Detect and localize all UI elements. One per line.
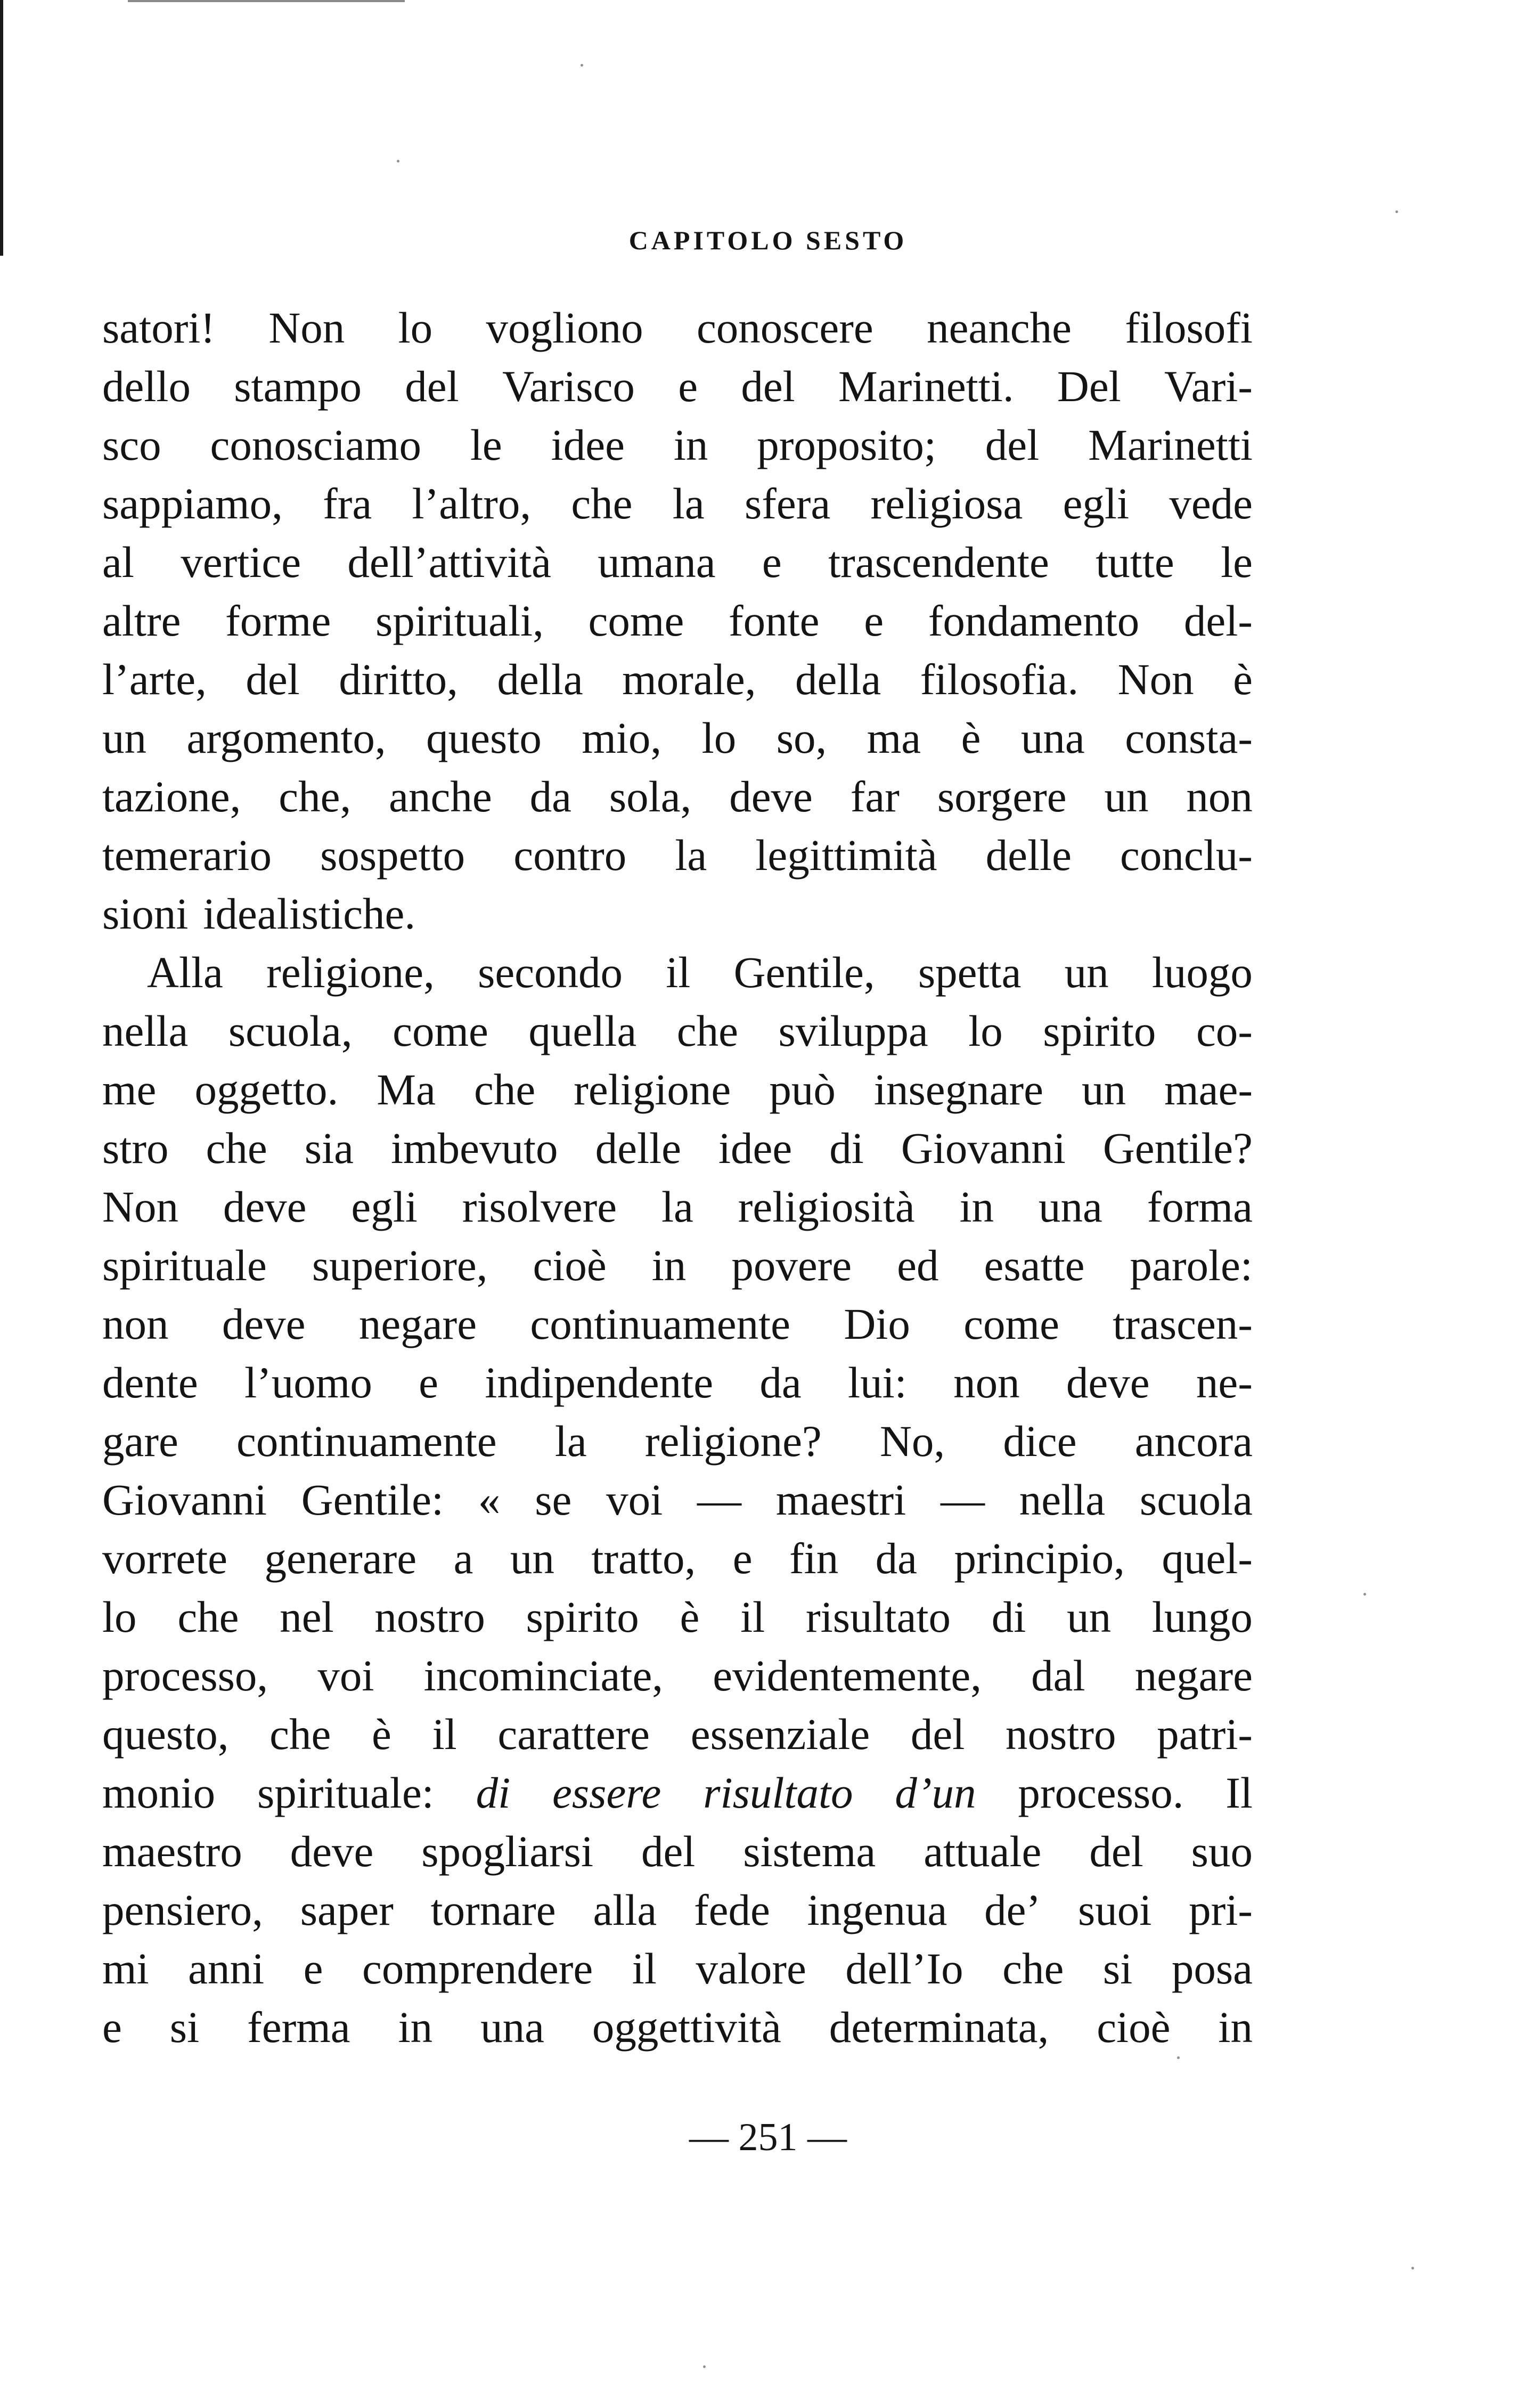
word: Giovanni bbox=[102, 1475, 267, 1524]
word: una bbox=[1039, 1182, 1102, 1231]
word: co- bbox=[1196, 1006, 1253, 1055]
word: l’arte, bbox=[102, 655, 207, 704]
word: tazione, bbox=[102, 772, 241, 821]
word: Marinetti bbox=[1088, 420, 1253, 469]
word: forme bbox=[225, 596, 331, 645]
word: che bbox=[474, 1065, 536, 1114]
word: spirituali, bbox=[375, 596, 544, 645]
scan-speck bbox=[1411, 2267, 1414, 2269]
word: la bbox=[672, 479, 705, 528]
text-line bbox=[102, 1939, 1253, 1998]
word: Non bbox=[1117, 655, 1194, 704]
word: proposito; bbox=[757, 420, 936, 469]
word: Vari- bbox=[1164, 362, 1253, 411]
word: che bbox=[571, 479, 633, 528]
word: voi bbox=[606, 1475, 663, 1524]
word: ne- bbox=[1196, 1358, 1253, 1407]
word: anche bbox=[389, 772, 492, 821]
word: mio, bbox=[582, 713, 662, 762]
word: continuamente bbox=[236, 1417, 497, 1466]
word: spirito bbox=[1043, 1006, 1156, 1055]
word: non bbox=[102, 1299, 169, 1348]
word: luogo bbox=[1151, 948, 1253, 997]
word: lo bbox=[102, 1592, 137, 1641]
text-line bbox=[102, 1353, 1253, 1412]
word: e bbox=[762, 538, 782, 587]
text-line bbox=[102, 884, 1253, 943]
word: del bbox=[910, 1710, 965, 1759]
word: religiosità bbox=[738, 1182, 915, 1231]
text-line bbox=[102, 1470, 1253, 1529]
word: attuale bbox=[924, 1827, 1042, 1876]
word: dal bbox=[1031, 1651, 1085, 1700]
word: spirituale: bbox=[257, 1768, 434, 1817]
word: come bbox=[963, 1299, 1059, 1348]
word: da bbox=[875, 1534, 917, 1583]
word: in bbox=[398, 2003, 433, 2052]
word: e bbox=[419, 1358, 439, 1407]
word: gare bbox=[102, 1417, 178, 1466]
scan-speck bbox=[1177, 2056, 1180, 2059]
word: nel bbox=[280, 1592, 334, 1641]
word: suoi bbox=[1077, 1885, 1152, 1934]
word: argomento, bbox=[186, 713, 386, 762]
word: del bbox=[985, 420, 1040, 469]
word: contro bbox=[513, 831, 627, 880]
word: tratto, bbox=[591, 1534, 696, 1583]
word: determinata, bbox=[829, 2003, 1049, 2052]
word: negare bbox=[358, 1299, 477, 1348]
word: secondo bbox=[478, 948, 623, 997]
word: Non bbox=[102, 1182, 178, 1231]
word: nostro bbox=[374, 1592, 485, 1641]
word: si bbox=[1102, 1944, 1133, 1993]
word: vede bbox=[1169, 479, 1253, 528]
word: altre bbox=[102, 596, 181, 645]
word: religione? bbox=[644, 1417, 822, 1466]
word: — bbox=[940, 1475, 985, 1524]
word: carattere bbox=[497, 1710, 650, 1759]
word: questo bbox=[426, 713, 542, 762]
scan-top-edge bbox=[128, 0, 405, 2]
word: Alla bbox=[147, 948, 223, 997]
scan-speck bbox=[581, 64, 583, 67]
word: fede bbox=[694, 1885, 770, 1934]
text-line bbox=[102, 1646, 1253, 1705]
word: come bbox=[393, 1006, 488, 1055]
scan-speck bbox=[703, 2365, 706, 2368]
word: è bbox=[1233, 655, 1253, 704]
word: suo bbox=[1191, 1827, 1253, 1876]
word: filosofia. bbox=[920, 655, 1079, 704]
word: la bbox=[661, 1182, 693, 1231]
word: quel- bbox=[1162, 1534, 1253, 1583]
word: processo, bbox=[102, 1651, 268, 1700]
word: continuamente bbox=[530, 1299, 790, 1348]
word: sistema bbox=[743, 1827, 876, 1876]
word: comprendere bbox=[362, 1944, 593, 1993]
word: fra bbox=[323, 479, 372, 528]
word: sola, bbox=[609, 772, 692, 821]
word: un bbox=[510, 1534, 554, 1583]
word: non bbox=[953, 1358, 1020, 1407]
word: monio bbox=[102, 1768, 216, 1817]
word: religione, bbox=[266, 948, 435, 997]
word: Dio bbox=[844, 1299, 910, 1348]
word: oggetto. bbox=[194, 1065, 339, 1114]
word: a bbox=[453, 1534, 473, 1583]
word: lui: bbox=[848, 1358, 907, 1407]
word: forma bbox=[1147, 1182, 1253, 1231]
word: so, bbox=[776, 713, 827, 762]
word: legittimità bbox=[755, 831, 937, 880]
word: Il bbox=[1225, 1768, 1253, 1817]
word: e bbox=[732, 1534, 753, 1583]
word: sia bbox=[304, 1124, 354, 1173]
text-line bbox=[102, 826, 1253, 884]
word: me bbox=[102, 1065, 157, 1114]
word: un bbox=[102, 713, 146, 762]
word: al bbox=[102, 538, 134, 587]
word: dente bbox=[102, 1358, 198, 1407]
word: una bbox=[1020, 713, 1085, 762]
word: dell’Io bbox=[845, 1944, 963, 1993]
word: tutte bbox=[1096, 538, 1174, 587]
word: non bbox=[1186, 772, 1253, 821]
text-line bbox=[102, 1998, 1253, 2056]
word: le bbox=[470, 420, 502, 469]
word: il bbox=[432, 1710, 457, 1759]
word: nella bbox=[102, 1006, 189, 1055]
word: sviluppa bbox=[778, 1006, 928, 1055]
word: sfera bbox=[744, 479, 831, 528]
word: egli bbox=[351, 1182, 418, 1231]
word: è bbox=[372, 1710, 391, 1759]
text-line bbox=[102, 416, 1253, 474]
word: spirituale bbox=[102, 1241, 267, 1290]
word: di bbox=[991, 1592, 1026, 1641]
word: un bbox=[1067, 1592, 1112, 1641]
word: che bbox=[269, 1710, 331, 1759]
word: oggettività bbox=[592, 2003, 781, 2052]
word: ingenua bbox=[807, 1885, 947, 1934]
word: negare bbox=[1134, 1651, 1253, 1700]
word: può bbox=[769, 1065, 836, 1114]
word: del bbox=[405, 362, 459, 411]
text-line bbox=[102, 1002, 1253, 1060]
word: quella bbox=[528, 1006, 637, 1055]
word: principio, bbox=[954, 1534, 1125, 1583]
word: nella bbox=[1019, 1475, 1106, 1524]
word: cioè bbox=[1097, 2003, 1171, 2052]
word: neanche bbox=[927, 303, 1072, 352]
scan-left-edge bbox=[0, 0, 5, 256]
word: in bbox=[673, 420, 708, 469]
word: questo, bbox=[102, 1710, 229, 1759]
word: esatte bbox=[984, 1241, 1085, 1290]
word: mi bbox=[102, 1944, 149, 1993]
word: deve bbox=[223, 1182, 307, 1231]
text-line bbox=[102, 1119, 1253, 1177]
text-line bbox=[102, 1060, 1253, 1119]
word: un bbox=[1082, 1065, 1126, 1114]
running-head: CAPITOLO SESTO bbox=[628, 225, 908, 255]
word: insegnare bbox=[873, 1065, 1043, 1114]
word: anni bbox=[188, 1944, 265, 1993]
word: « bbox=[478, 1475, 501, 1524]
word: lo bbox=[701, 713, 737, 762]
word: No, bbox=[879, 1417, 945, 1466]
word: di bbox=[476, 1768, 511, 1817]
word: nostro bbox=[1005, 1710, 1116, 1759]
text-line bbox=[102, 474, 1253, 533]
text-line bbox=[102, 709, 1253, 767]
scan-speck bbox=[1395, 210, 1398, 213]
word: Non bbox=[268, 303, 345, 352]
word: stro bbox=[102, 1124, 169, 1173]
word: essenziale bbox=[690, 1710, 870, 1759]
word: fondamento bbox=[928, 596, 1140, 645]
word: il bbox=[740, 1592, 765, 1641]
body-text bbox=[102, 298, 1253, 2056]
word: temerario bbox=[102, 831, 272, 880]
text-line bbox=[102, 1177, 1253, 1236]
word: che bbox=[206, 1124, 267, 1173]
word: delle bbox=[595, 1124, 681, 1173]
word: del bbox=[641, 1827, 696, 1876]
word: diritto, bbox=[339, 655, 458, 704]
word: voi bbox=[317, 1651, 374, 1700]
word: Varisco bbox=[502, 362, 635, 411]
word: scuola, bbox=[228, 1006, 353, 1055]
word: che bbox=[177, 1592, 239, 1641]
word: ancora bbox=[1134, 1417, 1253, 1466]
text-line bbox=[102, 943, 1253, 1002]
scan-speck bbox=[397, 160, 399, 162]
word: patri- bbox=[1157, 1710, 1253, 1759]
word: è bbox=[961, 713, 981, 762]
word: deve bbox=[222, 1299, 306, 1348]
word: sioni bbox=[102, 889, 189, 938]
word: evidentemente, bbox=[713, 1651, 982, 1700]
word: Marinetti. bbox=[838, 362, 1014, 411]
text-line bbox=[102, 1412, 1253, 1470]
word: tornare bbox=[430, 1885, 556, 1934]
word: essere bbox=[552, 1768, 661, 1817]
word: maestro bbox=[102, 1827, 242, 1876]
word: trascendente bbox=[828, 538, 1049, 587]
word: consta- bbox=[1125, 713, 1253, 762]
text-line bbox=[102, 767, 1253, 826]
word: generare bbox=[264, 1534, 417, 1583]
word: e bbox=[303, 1944, 323, 1993]
word: vertice bbox=[181, 538, 301, 587]
word: incominciate, bbox=[423, 1651, 664, 1700]
word: spogliarsi bbox=[421, 1827, 594, 1876]
word: da bbox=[529, 772, 571, 821]
word: della bbox=[795, 655, 881, 704]
word: che bbox=[676, 1006, 738, 1055]
word: pensiero, bbox=[102, 1885, 263, 1934]
word: Ma bbox=[377, 1065, 436, 1114]
word: spirito bbox=[526, 1592, 639, 1641]
text-line bbox=[102, 591, 1253, 650]
word: posa bbox=[1171, 1944, 1253, 1993]
word: risultato bbox=[806, 1592, 951, 1641]
word: conoscere bbox=[696, 303, 873, 352]
word: dello bbox=[102, 362, 191, 411]
word: le bbox=[1221, 538, 1253, 587]
word: ed bbox=[897, 1241, 939, 1290]
word: vogliono bbox=[486, 303, 643, 352]
word: stampo bbox=[234, 362, 362, 411]
word: imbevuto bbox=[391, 1124, 558, 1173]
word: dice bbox=[1003, 1417, 1077, 1466]
text-line bbox=[102, 357, 1253, 416]
word: vorrete bbox=[102, 1534, 228, 1583]
word: del bbox=[246, 655, 300, 704]
word: egli bbox=[1063, 479, 1130, 528]
word: Gentile, bbox=[733, 948, 875, 997]
word: indipendente bbox=[485, 1358, 714, 1407]
word: sospetto bbox=[320, 831, 465, 880]
word: idee bbox=[718, 1124, 792, 1173]
word: Gentile? bbox=[1102, 1124, 1253, 1173]
word: deve bbox=[729, 772, 813, 821]
word: in bbox=[651, 1241, 687, 1290]
word: — bbox=[697, 1475, 742, 1524]
word: lo bbox=[968, 1006, 1003, 1055]
word: risultato bbox=[703, 1768, 853, 1817]
word: Gentile: bbox=[301, 1475, 444, 1524]
word: del bbox=[741, 362, 795, 411]
word: lungo bbox=[1151, 1592, 1253, 1641]
text-line bbox=[102, 1236, 1253, 1295]
word: che bbox=[1002, 1944, 1064, 1993]
text-line bbox=[102, 1529, 1253, 1588]
word: sco bbox=[102, 420, 161, 469]
text-line bbox=[102, 1763, 1253, 1822]
word: pri- bbox=[1189, 1885, 1253, 1934]
word: religione bbox=[574, 1065, 731, 1114]
scan-speck bbox=[1363, 1593, 1366, 1596]
word: spetta bbox=[918, 948, 1022, 997]
word: filosofi bbox=[1125, 303, 1253, 352]
word: che, bbox=[279, 772, 352, 821]
text-line bbox=[102, 1295, 1253, 1353]
word: di bbox=[829, 1124, 864, 1173]
word: del- bbox=[1183, 596, 1253, 645]
word: una bbox=[480, 2003, 544, 2052]
word: alla bbox=[593, 1885, 657, 1934]
word: morale, bbox=[622, 655, 756, 704]
word: lo bbox=[398, 303, 433, 352]
word: idealistiche. bbox=[203, 889, 416, 938]
text-line bbox=[102, 1881, 1253, 1939]
text-line bbox=[102, 1588, 1253, 1646]
word: e bbox=[864, 596, 884, 645]
word: saper bbox=[300, 1885, 394, 1934]
text-line bbox=[102, 650, 1253, 709]
word: sappiamo, bbox=[102, 479, 283, 528]
word: parole: bbox=[1130, 1241, 1253, 1290]
word: superiore, bbox=[312, 1241, 488, 1290]
word: povere bbox=[731, 1241, 852, 1290]
word: se bbox=[535, 1475, 572, 1524]
word: un bbox=[1104, 772, 1149, 821]
word: fin bbox=[789, 1534, 839, 1583]
word: ferma bbox=[247, 2003, 350, 2052]
word: dell’attività bbox=[347, 538, 551, 587]
word: ma bbox=[867, 713, 921, 762]
word: e bbox=[102, 2003, 122, 2052]
word: religiosa bbox=[870, 479, 1023, 528]
word: Giovanni bbox=[901, 1124, 1066, 1173]
word: il bbox=[632, 1944, 657, 1993]
text-line bbox=[102, 533, 1253, 591]
text-line bbox=[102, 298, 1253, 357]
word: valore bbox=[696, 1944, 806, 1993]
word: si bbox=[169, 2003, 200, 2052]
word: da bbox=[759, 1358, 802, 1407]
word: Del bbox=[1057, 362, 1121, 411]
word: l’uomo bbox=[244, 1358, 372, 1407]
word: deve bbox=[1066, 1358, 1150, 1407]
word: e bbox=[678, 362, 698, 411]
word: scuola bbox=[1139, 1475, 1253, 1524]
word: un bbox=[1064, 948, 1109, 997]
word: del bbox=[1089, 1827, 1143, 1876]
word: delle bbox=[985, 831, 1072, 880]
word: deve bbox=[290, 1827, 374, 1876]
text-line bbox=[102, 1822, 1253, 1881]
word: d’un bbox=[895, 1768, 976, 1817]
word: de’ bbox=[984, 1885, 1041, 1934]
word: sorgere bbox=[937, 772, 1067, 821]
word: la bbox=[675, 831, 707, 880]
word: è bbox=[680, 1592, 700, 1641]
word: fonte bbox=[728, 596, 820, 645]
word: in bbox=[1218, 2003, 1253, 2052]
word: conclu- bbox=[1120, 831, 1253, 880]
word: in bbox=[959, 1182, 994, 1231]
word: della bbox=[497, 655, 583, 704]
word: trascen- bbox=[1113, 1299, 1253, 1348]
word: idee bbox=[551, 420, 625, 469]
word: maestri bbox=[775, 1475, 906, 1524]
word: mae- bbox=[1164, 1065, 1253, 1114]
text-line bbox=[102, 1705, 1253, 1763]
word: far bbox=[850, 772, 900, 821]
word: satori! bbox=[102, 303, 216, 352]
word: conosciamo bbox=[210, 420, 421, 469]
word: cioè bbox=[533, 1241, 607, 1290]
page-number: — 251 — bbox=[689, 2116, 847, 2159]
word: la bbox=[554, 1417, 587, 1466]
word: processo. bbox=[1018, 1768, 1184, 1817]
word: il bbox=[666, 948, 691, 997]
word: l’altro, bbox=[412, 479, 532, 528]
word: risolvere bbox=[462, 1182, 617, 1231]
word: come bbox=[588, 596, 684, 645]
word: umana bbox=[598, 538, 716, 587]
